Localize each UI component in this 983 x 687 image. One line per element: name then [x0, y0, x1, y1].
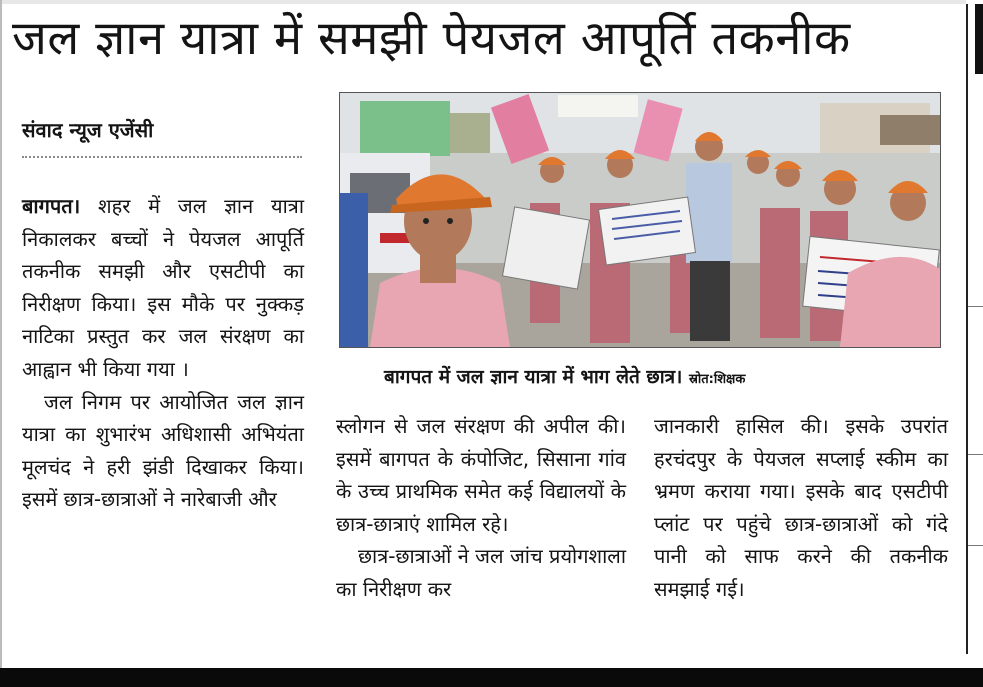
byline-divider — [22, 156, 302, 158]
caption-source: स्रोत:शिक्षक — [688, 372, 746, 387]
column-1-text-1: शहर में जल ज्ञान यात्रा निकालकर बच्चों ने पेयजल आपूर्ति तकनीक समझी और एसटीपी का निरीक्षण किया। इस मौके पर नुक्कड़ नाटिका प्रस्तुत कर जल संरक्षण का आह्वान भी किया गया । — [22, 194, 305, 381]
right-frame-tick — [968, 545, 983, 546]
column-2-paragraph-2: छात्र-छात्राओं ने जल जांच प्रयोगशाला का निरीक्षण कर — [336, 544, 626, 601]
photo-caption — [384, 363, 924, 389]
right-frame-block — [975, 4, 983, 74]
top-edge — [0, 0, 966, 4]
dateline: बागपत। — [22, 194, 81, 218]
column-3 — [654, 410, 948, 606]
left-edge — [0, 0, 2, 668]
column-1 — [22, 190, 304, 516]
column-2 — [336, 410, 626, 606]
headline: जल ज्ञान यात्रा में समझी पेयजल आपूर्ति तकनीक — [12, 11, 851, 66]
right-frame-line — [966, 4, 968, 654]
column-3-paragraph-1: जानकारी हासिल की। इसके उपरांत हरचंदपुर के पेयजल सप्लाई स्कीम का भ्रमण कराया गया। इसके बाद एसटीपी प्लांट पर पहुंचे छात्र-छात्राओं को गंदे पानी को साफ करने की तकनीक समझाई गई। — [654, 414, 948, 601]
students-march-illustration — [340, 93, 940, 347]
bottom-bar — [0, 668, 983, 687]
right-frame — [966, 0, 983, 687]
article-photo — [339, 92, 941, 348]
byline: संवाद न्यूज एजेंसी — [22, 118, 154, 142]
right-frame-tick — [968, 454, 983, 455]
column-1-paragraph-2: जल निगम पर आयोजित जल ज्ञान यात्रा का शुभारंभ अधिशासी अभियंता मूलचंद ने हरी झंडी दिखाकर किया। इसमें छात्र-छात्राओं ने नारेबाजी और — [22, 389, 304, 512]
caption-text: बागपत में जल ज्ञान यात्रा में भाग लेते छात्र। — [384, 366, 683, 388]
column-2-paragraph-1: स्लोगन से जल संरक्षण की अपील की। इसमें बागपत के कंपोजिट, सिसाना गांव के उच्च प्राथमिक समेत कई विद्यालयों के छात्र-छात्राएं शामिल रहे। — [336, 414, 626, 536]
right-frame-tick — [968, 306, 983, 307]
column-1-paragraph-1 — [22, 190, 304, 386]
